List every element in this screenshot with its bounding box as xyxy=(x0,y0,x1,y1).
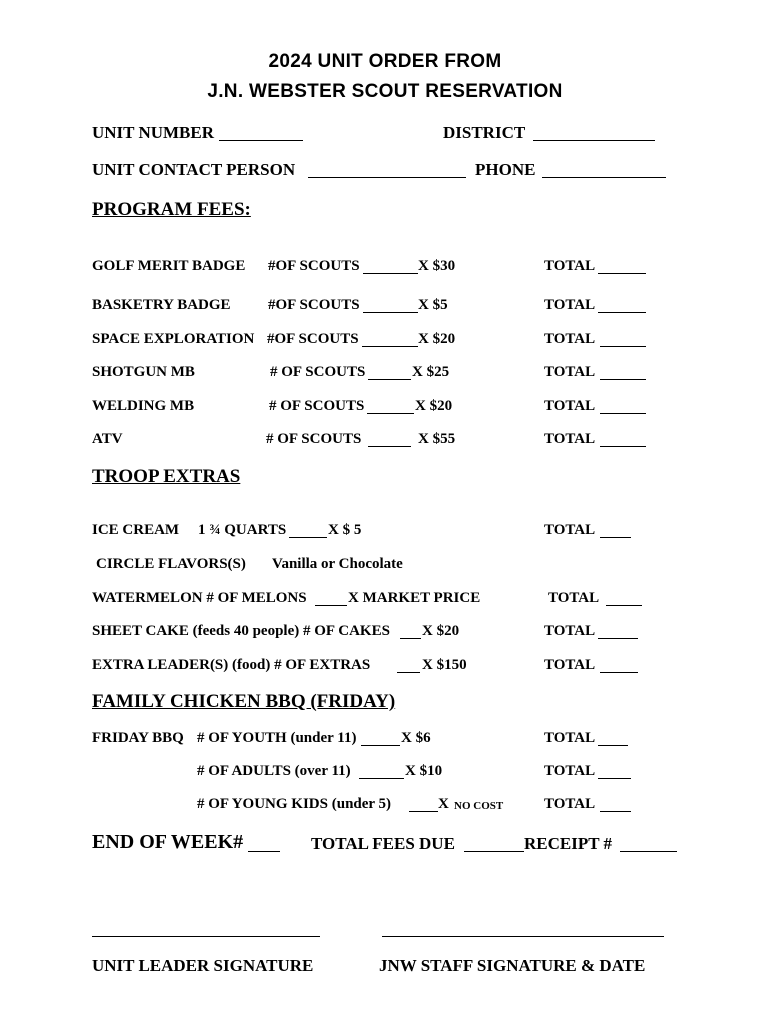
fee-row-total-field[interactable] xyxy=(600,346,646,347)
ice-cream-total-field[interactable] xyxy=(600,537,631,538)
adults-label: # OF ADULTS (over 11) xyxy=(197,763,351,779)
adults-total-label: TOTAL xyxy=(544,763,596,779)
youth-qty-field[interactable] xyxy=(361,745,400,746)
extra-leader-total-field[interactable] xyxy=(600,672,638,673)
fee-row-total-field[interactable] xyxy=(600,413,646,414)
unit-number-label: UNIT NUMBER xyxy=(92,123,215,142)
extra-leader-price: X $150 xyxy=(422,657,467,673)
contact-person-label: UNIT CONTACT PERSON xyxy=(92,160,296,179)
end-of-week-label: END OF WEEK# xyxy=(92,831,244,853)
family-bbq-heading: FAMILY CHICKEN BBQ (FRIDAY) xyxy=(92,691,396,712)
fee-row-total-label: TOTAL xyxy=(544,431,596,447)
staff-signature-line[interactable] xyxy=(382,936,664,937)
fee-row-total-field[interactable] xyxy=(598,273,646,274)
total-fees-field[interactable] xyxy=(464,851,524,852)
fee-row-scouts-field[interactable] xyxy=(368,446,411,447)
sheet-cake-total-field[interactable] xyxy=(598,638,638,639)
fee-row-total-label: TOTAL xyxy=(544,398,596,414)
fee-row-name: WELDING MB xyxy=(92,398,195,414)
fee-row-total-label: TOTAL xyxy=(544,331,596,347)
end-of-week-field[interactable] xyxy=(248,851,280,852)
receipt-label: RECEIPT # xyxy=(524,834,613,853)
form-title-line2: J.N. WEBSTER SCOUT RESERVATION xyxy=(207,81,563,102)
fee-row-scouts-field[interactable] xyxy=(367,413,414,414)
sheet-cake-qty-field[interactable] xyxy=(400,638,421,639)
fee-row-price: X $20 xyxy=(415,398,453,414)
sheet-cake-label: SHEET CAKE (feeds 40 people) # OF CAKES xyxy=(92,623,390,639)
extra-leader-qty-field[interactable] xyxy=(397,672,420,673)
youth-total-label: TOTAL xyxy=(544,730,596,746)
total-fees-label: TOTAL FEES DUE xyxy=(311,834,455,853)
fee-row-scouts-label: # OF SCOUTS xyxy=(269,398,365,414)
fee-row-scouts-label: # OF SCOUTS xyxy=(266,431,362,447)
ice-cream-label: ICE CREAM xyxy=(92,522,180,538)
watermelon-total-label: TOTAL xyxy=(548,590,600,606)
fee-row-scouts-field[interactable] xyxy=(368,379,411,380)
fee-row-scouts-field[interactable] xyxy=(363,312,418,313)
fee-row-name: ATV xyxy=(92,431,123,447)
adults-total-field[interactable] xyxy=(598,778,631,779)
contact-person-field[interactable] xyxy=(308,177,466,178)
fee-row-name: SHOTGUN MB xyxy=(92,364,195,380)
fee-row-total-label: TOTAL xyxy=(544,364,596,380)
district-field[interactable] xyxy=(533,140,655,141)
young-kids-label: # OF YOUNG KIDS (under 5) xyxy=(197,796,392,812)
ice-cream-price: X $ 5 xyxy=(328,522,362,538)
ice-cream-total-label: TOTAL xyxy=(544,522,596,538)
program-fees-heading: PROGRAM FEES: xyxy=(92,199,251,220)
fee-row-price: X $25 xyxy=(412,364,450,380)
fee-row-name: SPACE EXPLORATION xyxy=(92,331,255,347)
sheet-cake-price: X $20 xyxy=(422,623,460,639)
district-label: DISTRICT xyxy=(443,123,526,142)
watermelon-price: X MARKET PRICE xyxy=(348,590,481,606)
young-kids-x: X xyxy=(438,796,449,812)
young-kids-total-label: TOTAL xyxy=(544,796,596,812)
extra-leader-total-label: TOTAL xyxy=(544,657,596,673)
adults-price: X $10 xyxy=(405,763,443,779)
ice-cream-qty-field[interactable] xyxy=(289,537,327,538)
unit-number-field[interactable] xyxy=(219,140,303,141)
fee-row-scouts-label: # OF SCOUTS xyxy=(270,364,366,380)
fee-row-price: X $30 xyxy=(418,258,456,274)
fee-row-total-field[interactable] xyxy=(600,446,646,447)
fee-row-total-label: TOTAL xyxy=(544,297,596,313)
staff-signature-label: JNW STAFF SIGNATURE & DATE xyxy=(379,956,646,975)
fee-row-scouts-field[interactable] xyxy=(362,346,418,347)
young-kids-qty-field[interactable] xyxy=(409,811,438,812)
receipt-field[interactable] xyxy=(620,851,677,852)
young-kids-total-field[interactable] xyxy=(600,811,631,812)
fee-row-total-label: TOTAL xyxy=(544,258,596,274)
fee-row-name: GOLF MERIT BADGE xyxy=(92,258,246,274)
watermelon-total-field[interactable] xyxy=(606,605,642,606)
watermelon-qty-field[interactable] xyxy=(315,605,347,606)
fee-row-price: X $20 xyxy=(418,331,456,347)
fee-row-total-field[interactable] xyxy=(598,312,646,313)
fee-row-scouts-label: #OF SCOUTS xyxy=(268,258,360,274)
young-kids-price: NO COST xyxy=(454,800,504,812)
watermelon-label: WATERMELON # OF MELONS xyxy=(92,590,307,606)
troop-extras-heading: TROOP EXTRAS xyxy=(92,466,241,487)
fee-row-price: X $5 xyxy=(418,297,448,313)
sheet-cake-total-label: TOTAL xyxy=(544,623,596,639)
unit-leader-signature-label: UNIT LEADER SIGNATURE xyxy=(92,956,314,975)
unit-leader-signature-line[interactable] xyxy=(92,936,320,937)
youth-label: # OF YOUTH (under 11) xyxy=(197,730,357,746)
youth-price: X $6 xyxy=(401,730,431,746)
fee-row-scouts-field[interactable] xyxy=(363,273,418,274)
form-title-line1: 2024 UNIT ORDER FROM xyxy=(268,51,502,72)
fee-row-name: BASKETRY BADGE xyxy=(92,297,231,313)
fee-row-price: X $55 xyxy=(418,431,456,447)
flavors-options[interactable]: Vanilla or Chocolate xyxy=(272,556,403,572)
adults-qty-field[interactable] xyxy=(359,778,404,779)
ice-cream-qty-label: 1 ¾ QUARTS xyxy=(198,522,287,538)
extra-leader-label: EXTRA LEADER(S) (food) # OF EXTRAS xyxy=(92,657,371,673)
fee-row-scouts-label: #OF SCOUTS xyxy=(268,297,360,313)
friday-bbq-label: FRIDAY BBQ xyxy=(92,730,184,746)
fee-row-total-field[interactable] xyxy=(600,379,646,380)
fee-row-scouts-label: #OF SCOUTS xyxy=(267,331,359,347)
phone-label: PHONE xyxy=(475,160,536,179)
phone-field[interactable] xyxy=(542,177,666,178)
flavors-label: CIRCLE FLAVORS(S) xyxy=(96,556,246,572)
youth-total-field[interactable] xyxy=(598,745,628,746)
